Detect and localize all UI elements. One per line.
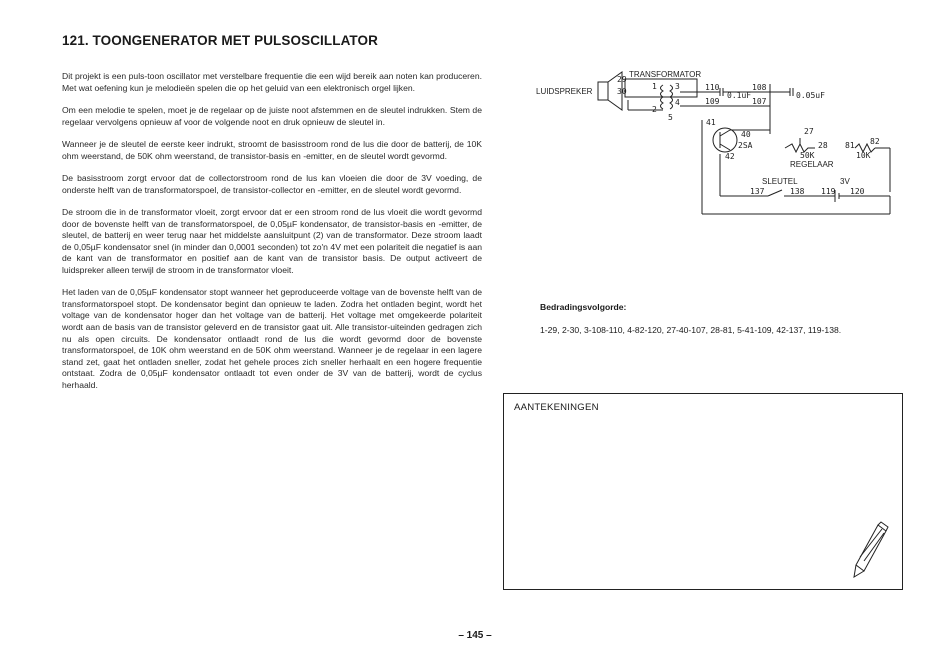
resistor-value: 10K xyxy=(856,151,871,160)
cap2-value: 0.05uF xyxy=(796,91,825,100)
terminal-42: 42 xyxy=(725,152,735,161)
circuit-schematic xyxy=(530,62,900,222)
page-title: 121. TOONGENERATOR MET PULSOSCILLATOR xyxy=(62,33,378,48)
wiring-heading: Bedradingsvolgorde: xyxy=(540,302,627,312)
paragraph-1: Dit projekt is een puls-toon oscillator met verstelbare frequentie die een wijd bereik aan noten kan produceren. Met wat oefening kun je melodieën spelen die op het geluid van een elektronisch orgel lijken. xyxy=(62,71,482,93)
wiring-sequence: 1-29, 2-30, 3-108-110, 4-82-120, 27-40-107, 28-81, 5-41-109, 42-137, 119-138. xyxy=(540,325,842,335)
terminal-137: 137 xyxy=(750,187,765,196)
speaker-icon xyxy=(598,82,608,100)
pot-label: REGELAAR xyxy=(790,160,834,169)
terminal-30: 30 xyxy=(617,87,627,96)
speaker-label: LUIDSPREKER xyxy=(536,87,593,96)
page-number: – 145 – xyxy=(458,630,492,641)
terminal-81: 81 xyxy=(845,141,855,150)
paragraph-5: De stroom die in de transformator vloeit, zorgt ervoor dat er een stroom rond de lus vloeit die wordt gevormd door de bovenste helft van de transformatorspoel, de 0,05µF kondensator, de transistor-basis en -emitter, de sleutel, de batterij en weer terug naar het middelste aansluitpunt (2) van de transformator. Deze stroom laadt de 0,05µF kondensator snel (in minder dan 0,0001 seconden) tot zo'n 4V met een polariteit die negatief is aan de kant van de transformator en positief aan de kant van de transistor basis. De output activeert de luidspreker alleen terwijl de stroom in de transformator vloeit. xyxy=(62,206,482,275)
transistor-icon xyxy=(713,128,737,152)
terminal-28: 28 xyxy=(818,141,828,150)
terminal-41: 41 xyxy=(706,118,716,127)
terminal-5: 5 xyxy=(668,113,673,122)
terminal-138: 138 xyxy=(790,187,805,196)
terminal-120: 120 xyxy=(850,187,865,196)
terminal-82: 82 xyxy=(870,137,880,146)
transistor-type: 2SA xyxy=(738,141,753,150)
battery-value: 3V xyxy=(840,177,850,186)
key-switch xyxy=(768,190,782,196)
paragraph-4: De basisstroom zorgt ervoor dat de collectorstroom rond de lus kan vloeien die door de 3V voeding, de onderste helft van de transformatorspoel, de transistor-collector en -emitter, en de sleutel wordt gevormd. xyxy=(62,172,482,195)
cap1-value: 0.1uF xyxy=(727,91,752,100)
pencil-icon xyxy=(850,521,890,583)
terminal-3: 3 xyxy=(675,82,680,91)
terminal-119: 119 xyxy=(821,187,836,196)
terminal-4: 4 xyxy=(675,98,680,107)
body-text xyxy=(62,71,482,402)
terminal-40: 40 xyxy=(741,130,751,139)
paragraph-3: Wanneer je de sleutel de eerste keer indrukt, stroomt de basisstroom rond de lus die door de batterij, de 10K ohm weerstand, de 50K ohm weerstand, de transistor-basis en -emitter, en de sleutel wordt gevormd. xyxy=(62,138,482,161)
terminal-2: 2 xyxy=(652,105,657,114)
terminal-110: 110 xyxy=(705,83,720,92)
key-label: SLEUTEL xyxy=(762,177,798,186)
terminal-1: 1 xyxy=(652,82,657,91)
terminal-109: 109 xyxy=(705,97,720,106)
notes-label: AANTEKENINGEN xyxy=(514,402,599,413)
notes-box xyxy=(503,393,903,590)
terminal-27: 27 xyxy=(804,127,814,136)
paragraph-2: Om een melodie te spelen, moet je de regelaar op de juiste noot afstemmen en de sleutel indrukken. Stem de regelaar vervolgens opnieuw af voor de volgende noot en druk opnieuw de sleutel in. xyxy=(62,104,482,127)
terminal-107: 107 xyxy=(752,97,767,106)
wiring-section xyxy=(540,302,910,335)
transformer-label: TRANSFORMATOR xyxy=(629,70,702,79)
terminal-108: 108 xyxy=(752,83,767,92)
terminal-29: 29 xyxy=(617,75,627,84)
pot-value: 50K xyxy=(800,151,815,160)
paragraph-6: Het laden van de 0,05µF kondensator stopt wanneer het geproduceerde voltage van de bovenste helft van de transformatorspoel stopt. De kondensator begint dan opnieuw te laden. Zodra het ontladen begint, wordt het voltage van de kondensator hoger dan het voltage van de batterij. Het voltage met omgekeerde polariteit wordt aan de basis van de transistor geleverd en de transistor gaat uit. Alle transistor-uiteinden gedragen zich nu als open circuits. De kondensator ontlaadt rond de lus die wordt gevormd door de bovenste transformatorspoel, de 10K ohm weerstand en de 50K ohm weerstand. Wanneer je de regelaar in een lagere stand zet, gaat het ontladen sneller, zodat het gehele proces zich sneller herhaalt en een hogere frequentie ontstaat. Zodra de 0,05µF kondensator ontlaadt tot even onder de 3V van de batterij, wordt de cyclus herhaald. xyxy=(62,287,482,391)
